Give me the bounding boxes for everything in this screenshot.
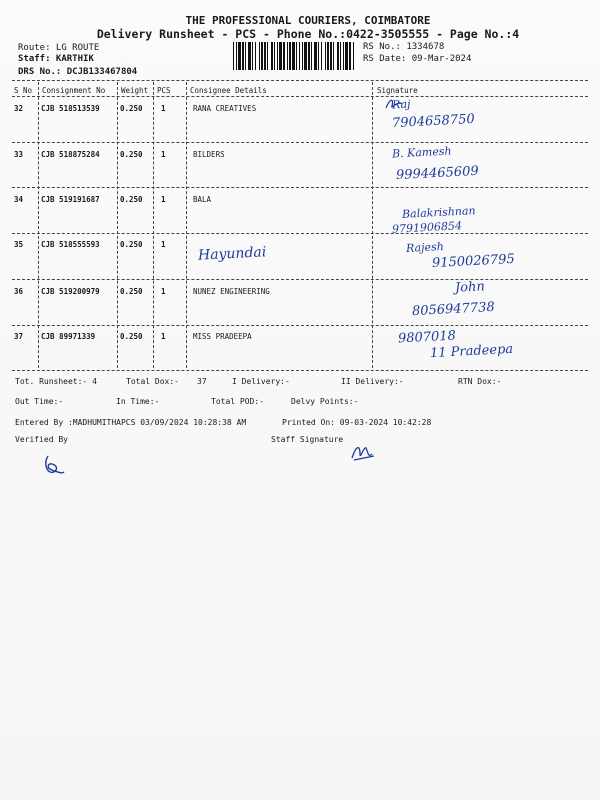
cell-consignment: CJB 519200979 [41, 287, 100, 296]
signature-phone: 9994465609 [395, 163, 480, 184]
cell-weight: 0.250 [120, 150, 143, 159]
row-divider [12, 279, 588, 280]
col-header-weight: Weight [121, 86, 149, 95]
barcode-image [232, 42, 356, 70]
cell-pcs: 1 [161, 240, 166, 249]
signature-phone: 9791906854 [391, 219, 463, 236]
route-label: Route: LG ROUTE [18, 43, 100, 53]
col-header-consignment: Consignment No [42, 86, 106, 95]
barcode-bar [238, 42, 241, 70]
barcode-bar [279, 42, 282, 70]
barcode-bar [333, 42, 334, 70]
signature-number: 9807018 [397, 328, 457, 347]
rtn-dox: RTN Dox:- [458, 377, 502, 386]
company-title: THE PROFESSIONAL COURIERS, COIMBATORE [185, 14, 431, 27]
entered-by: Entered By :MADHUMITHAPCS 03/09/2024 10:28:38 AM [15, 418, 247, 427]
cell-pcs: 1 [161, 287, 166, 296]
table-header-rule [12, 96, 588, 97]
cell-consignment: CJB 518875284 [41, 150, 100, 159]
barcode-bar [304, 42, 307, 70]
barcode-bar [264, 42, 266, 70]
total-dox-value: 37 [197, 377, 207, 386]
out-time: Out Time:- [15, 397, 64, 406]
cell-consignment: CJB 89971339 [41, 332, 96, 341]
column-divider [117, 82, 118, 368]
col-header-pcs: PCS [157, 86, 171, 95]
total-dox-label: Total Dox:- [126, 377, 179, 386]
cell-consignee: RANA CREATIVES [193, 104, 257, 113]
drs-number: DRS No.: DCJB133467804 [18, 67, 138, 77]
cell-sno: 34 [14, 195, 24, 204]
verifier-signature-mark [40, 452, 70, 480]
cell-weight: 0.250 [120, 104, 143, 113]
cell-consignment: CJB 519191687 [41, 195, 100, 204]
barcode-bar [248, 42, 251, 70]
barcode-bar [287, 42, 288, 70]
barcode-bar [277, 42, 278, 70]
column-divider [372, 82, 373, 368]
barcode-bar [255, 42, 256, 70]
barcode-bar [283, 42, 285, 70]
cell-consignee: NUNEZ ENGINEERING [193, 287, 270, 296]
column-divider [186, 82, 187, 368]
signature-name: Raj [391, 97, 411, 112]
signature-name: Rajesh [405, 240, 445, 255]
table-bottom-rule [12, 370, 588, 371]
runsheet-subtitle: Delivery Runsheet - PCS - Phone No.:0422-3505555 - Page No.:4 [96, 27, 520, 41]
signature-scribble [384, 96, 404, 112]
table-top-rule [12, 80, 588, 81]
barcode-bar [321, 42, 322, 70]
verified-by-label: Verified By [15, 435, 68, 444]
barcode-bar [318, 42, 319, 70]
staff-signature-mark [348, 440, 378, 464]
barcode-bar [353, 42, 354, 70]
barcode-bar [337, 42, 339, 70]
signature-name: Balakrishnan [401, 204, 476, 221]
cell-pcs: 1 [161, 104, 166, 113]
rs-date: RS Date: 09-Mar-2024 [363, 54, 472, 64]
barcode-bar [349, 42, 351, 70]
barcode-bar [330, 42, 332, 70]
row-divider [12, 233, 588, 234]
barcode-bar [308, 42, 310, 70]
cell-pcs: 1 [161, 195, 166, 204]
rs-number: RS No.: 1334678 [363, 42, 445, 52]
col-header-consignee: Consignee Details [190, 86, 267, 95]
in-time: In Time:- [116, 397, 160, 406]
barcode-bar [296, 42, 297, 70]
barcode-bar [325, 42, 326, 70]
total-runsheet: Tot. Runsheet:- 4 [15, 377, 97, 386]
barcode-bar [242, 42, 244, 70]
signature-phone: 9150026795 [431, 251, 516, 272]
barcode-bar [252, 42, 253, 70]
barcode-bar [236, 42, 237, 70]
row-divider [12, 187, 588, 188]
barcode-bar [259, 42, 260, 70]
cell-weight: 0.250 [120, 240, 143, 249]
column-divider [38, 82, 39, 368]
barcode-bar [340, 42, 341, 70]
cell-weight: 0.250 [120, 287, 143, 296]
cell-consignee: BALA [193, 195, 212, 204]
signature-phone: 7904658750 [391, 111, 476, 132]
row-divider [12, 325, 588, 326]
ii-delivery: II Delivery:- [341, 377, 404, 386]
cell-sno: 37 [14, 332, 24, 341]
col-header-signature: Signature [377, 86, 418, 95]
barcode-bar [327, 42, 329, 70]
staff-signature-label: Staff Signature [271, 435, 344, 444]
cell-consignment: CJB 518555593 [41, 240, 100, 249]
barcode-bar [245, 42, 246, 70]
barcode-bar [314, 42, 317, 70]
signature-name: John [454, 279, 486, 296]
barcode-bar [302, 42, 303, 70]
barcode-bar [261, 42, 263, 70]
barcode-bar [299, 42, 300, 70]
signature-name: 11 Pradeepa [429, 341, 514, 362]
barcode-bar [271, 42, 273, 70]
barcode-bar [274, 42, 275, 70]
barcode-bar [267, 42, 268, 70]
barcode-bar [292, 42, 295, 70]
cell-pcs: 1 [161, 150, 166, 159]
i-delivery: I Delivery:- [232, 377, 290, 386]
cell-weight: 0.250 [120, 195, 143, 204]
col-header-sno: S No [14, 86, 33, 95]
cell-sno: 35 [14, 240, 24, 249]
barcode-bar [233, 42, 234, 70]
total-pod: Total POD:- [211, 397, 264, 406]
signature-name: B. Kamesh [391, 144, 452, 161]
staff-label: Staff: KARTHIK [18, 54, 94, 64]
barcode-bar [343, 42, 344, 70]
printed-on: Printed On: 09-03-2024 10:42:28 [282, 418, 432, 427]
cell-consignee: BILDERS [193, 150, 225, 159]
barcode-bar [311, 42, 312, 70]
cell-pcs: 1 [161, 332, 166, 341]
cell-sno: 32 [14, 104, 24, 113]
cell-sno: 33 [14, 150, 24, 159]
signature-phone: 8056947738 [411, 299, 496, 320]
handwritten-consignee: Hayundai [197, 244, 267, 264]
column-divider [153, 82, 154, 368]
barcode-bar [289, 42, 291, 70]
cell-consignment: CJB 518513539 [41, 104, 100, 113]
cell-consignee: MISS PRADEEPA [193, 332, 252, 341]
cell-sno: 36 [14, 287, 24, 296]
cell-weight: 0.250 [120, 332, 143, 341]
barcode-bar [345, 42, 348, 70]
row-divider [12, 142, 588, 143]
delvy-points: Delvy Points:- [291, 397, 359, 406]
